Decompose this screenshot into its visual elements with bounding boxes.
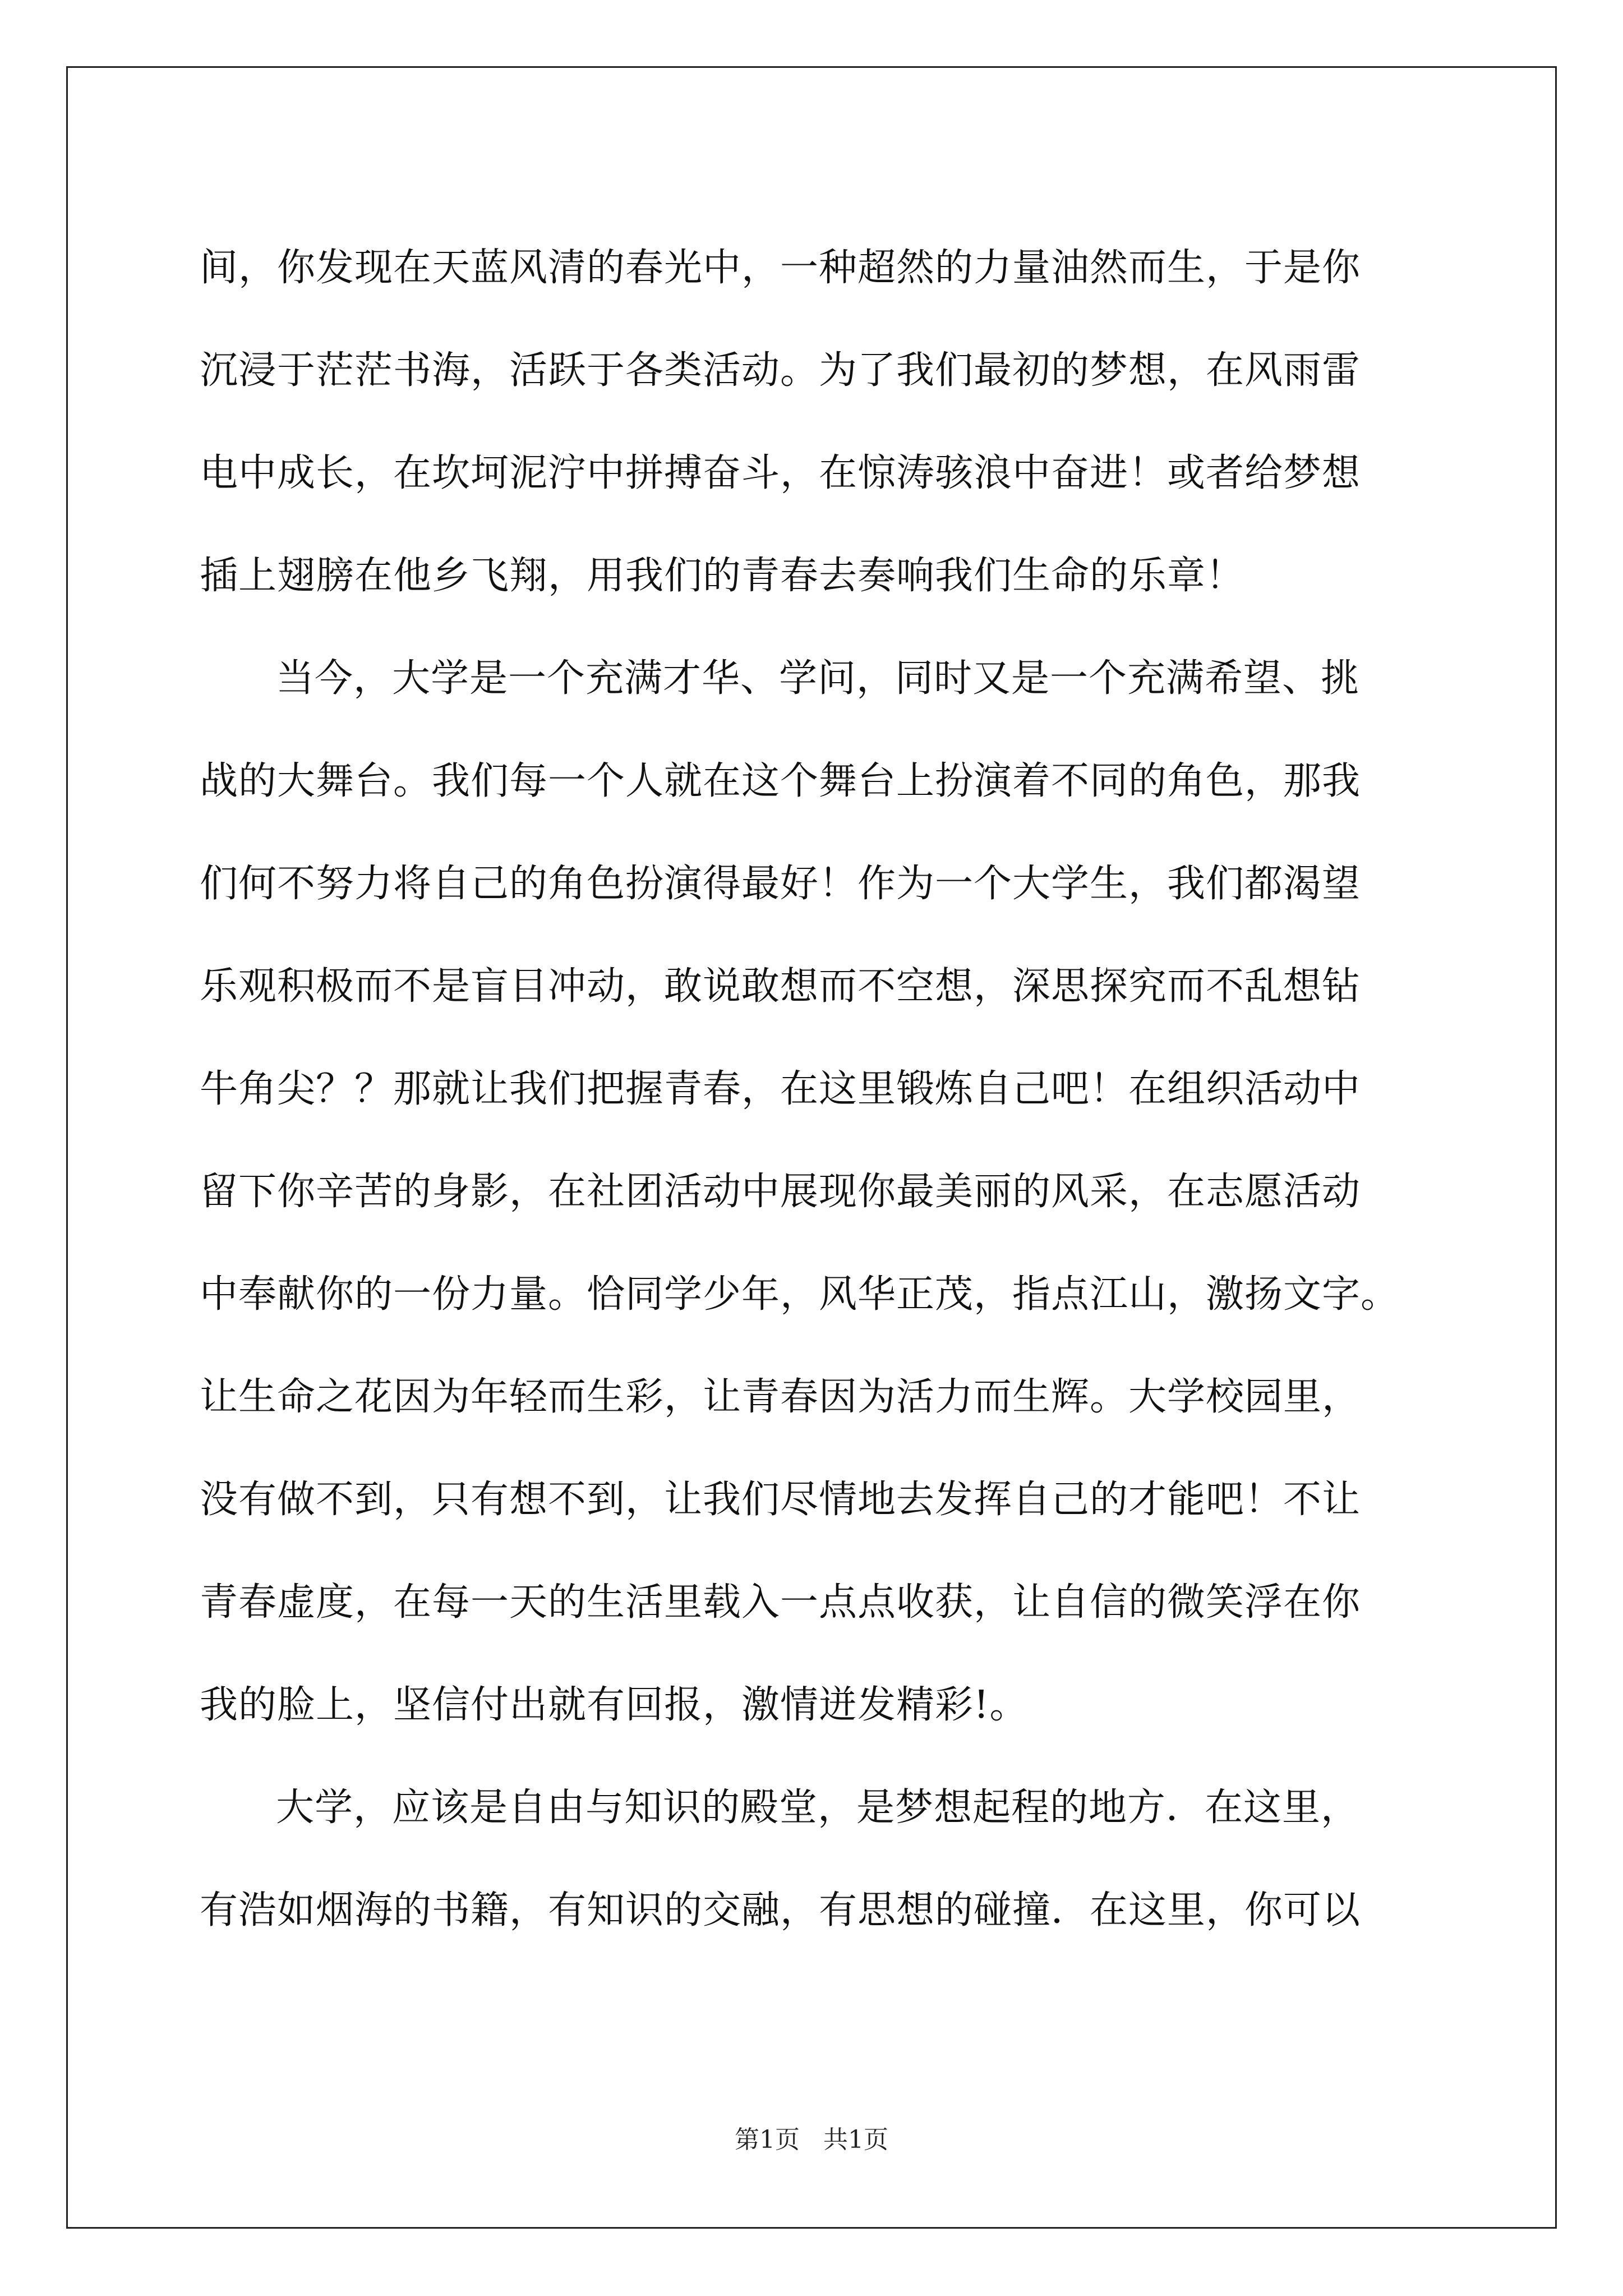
document-body (200, 217, 1433, 1962)
text-line: 战的大舞台。我们每一个人就在这个舞台上扮演着不同的角色，那我 (200, 759, 1361, 803)
text-line: 我的脸上，坚信付出就有回报，激情迸发精彩!。 (200, 1683, 1029, 1727)
paragraph-2 (200, 627, 1433, 1756)
text-line: 没有做不到，只有想不到，让我们尽情地去发挥自己的才能吧！不让 (200, 1478, 1361, 1522)
page-footer (0, 2119, 1623, 2155)
text-line: 乐观积极而不是盲目冲动，敢说敢想而不空想，深思探究而不乱想钻 (200, 964, 1361, 1009)
text-line: 间，你发现在天蓝风清的春光中，一种超然的力量油然而生，于是你 (200, 246, 1361, 290)
text-line: 插上翅膀在他乡飞翔，用我们的青春去奏响我们生命的乐章！ (200, 554, 1245, 598)
paragraph-1 (200, 217, 1433, 627)
text-line: 青春虚度，在每一天的生活里载入一点点收获，让自信的微笑浮在你 (200, 1580, 1361, 1625)
text-line: 留下你辛苦的身影，在社团活动中展现你最美丽的风采，在志愿活动 (200, 1170, 1361, 1214)
text-line: 电中成长，在坎坷泥泞中拼搏奋斗，在惊涛骇浪中奋进！或者给梦想 (200, 451, 1361, 495)
paragraph-3 (200, 1756, 1433, 1962)
text-line: 沉浸于茫茫书海，活跃于各类活动。为了我们最初的梦想，在风雨雷 (200, 348, 1361, 393)
text-line: 牛角尖？？那就让我们把握青春，在这里锻炼自己吧！在组织活动中 (200, 1067, 1361, 1111)
text-line: 当今，大学是一个充满才华、学问，同时又是一个充满希望、挑 (276, 656, 1360, 701)
text-line: 们何不努力将自己的角色扮演得最好！作为一个大学生，我们都渴望 (200, 862, 1361, 906)
page-number: 第1页 (735, 2125, 800, 2154)
text-line: 让生命之花因为年轻而生彩，让青春因为活力而生辉。大学校园里， (200, 1375, 1361, 1419)
text-line: 有浩如烟海的书籍，有知识的交融，有思想的碰撞．在这里，你可以 (200, 1888, 1361, 1932)
text-line: 大学，应该是自由与知识的殿堂，是梦想起程的地方．在这里， (276, 1786, 1360, 1830)
page-total: 共1页 (823, 2125, 888, 2154)
text-line: 中奉献你的一份力量。恰同学少年，风华正茂，指点江山，激扬文字。 (200, 1272, 1400, 1317)
